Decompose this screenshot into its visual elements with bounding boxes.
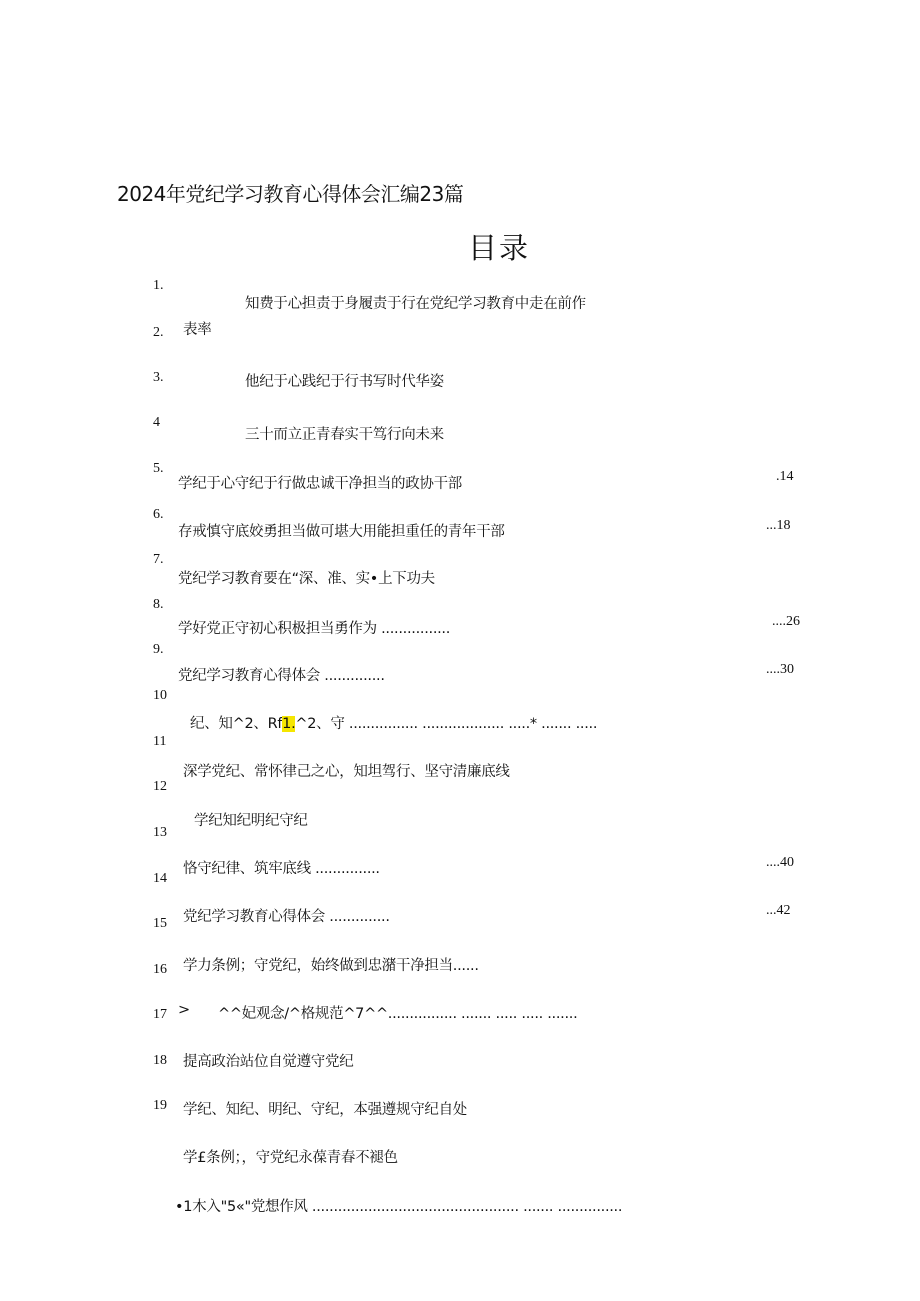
toc-entry (190, 712, 597, 733)
toc-entry: 党纪学习教育心得体会 .............. (183, 909, 390, 925)
toc-number: 2. (153, 325, 164, 340)
toc-page-number: ....26 (772, 614, 800, 629)
toc-entry-prefix: > (178, 1002, 190, 1018)
toc-number: 6. (153, 507, 164, 522)
toc-heading: 目录 (468, 231, 531, 265)
toc-entry: 恪守纪律、筑牢底线 ............... (183, 861, 380, 877)
toc-number: 5. (153, 461, 164, 476)
toc-number: 10 (153, 688, 167, 703)
highlighted-text: 1. (282, 716, 296, 732)
toc-entry-text: ^2、守 ................ ................... .....* ....... ..... (295, 716, 598, 732)
toc-entry: 学好党正守初心积极担当勇作为 ................ (178, 621, 451, 637)
toc-number: 17 (153, 1007, 167, 1022)
document-title: 2024年党纪学习教育心得体会汇编23篇 (117, 182, 464, 206)
toc-number: 12 (153, 779, 167, 794)
toc-number: 11 (153, 734, 167, 749)
toc-page-number: ...42 (766, 903, 791, 918)
toc-number: 13 (153, 825, 167, 840)
toc-page-number: ...18 (766, 518, 791, 533)
toc-number: 1. (153, 278, 164, 293)
toc-entry: 他纪于心践纪于行书写时代华姿 (245, 374, 444, 390)
toc-entry: 表率 (183, 322, 212, 338)
toc-number: 4 (153, 415, 160, 430)
toc-entry: 深学党纪、常怀律己之心，知坦驾行、坚守清廉底线 (183, 764, 510, 780)
toc-number: 14 (153, 871, 167, 886)
toc-number: 3. (153, 370, 164, 385)
toc-entry: 党纪学习教育要在“深、准、实•上下功夫 (178, 571, 435, 587)
toc-entry: ^^妃观念/^格规范^7^^................ ....... ..... ..... ....... (218, 1006, 578, 1022)
toc-number: 7. (153, 552, 164, 567)
toc-entry: 提高政治站位自觉遵守党纪 (183, 1054, 354, 1070)
toc-page-number: ....40 (766, 855, 794, 870)
toc-entry: 党纪学习教育心得体会 .............. (178, 668, 385, 684)
toc-entry-text: 纪、知^2、Rf (190, 716, 283, 732)
toc-entry: 存戒慎守底姣勇担当做可堪大用能担重任的青年干部 (178, 524, 505, 540)
toc-entry: 学纪、知纪、明纪、守纪，本强遵规守纪自处 (183, 1102, 467, 1118)
toc-number: 8. (153, 597, 164, 612)
toc-page-number: ....30 (766, 662, 794, 677)
toc-entry: 知费于心担责于身履责于行在党纪学习教育中走在前作 (245, 296, 586, 312)
toc-page-number: .14 (776, 469, 794, 484)
toc-number: 16 (153, 962, 167, 977)
toc-entry: •1木入"5«"党想作风 ................................................ ....... ............... (175, 1199, 623, 1215)
toc-entry: 学力条例；守党纪，始终做到忠潴干净担当...... (183, 958, 479, 974)
toc-number: 19 (153, 1098, 167, 1113)
toc-number: 18 (153, 1053, 167, 1068)
toc-number: 15 (153, 916, 167, 931)
toc-entry: 学£条例；，守党纪永葆青春不褪色 (183, 1150, 398, 1166)
toc-number: 9. (153, 642, 164, 657)
toc-entry: 学纪于心守纪于行做忠诚干净担当的政协干部 (178, 476, 462, 492)
toc-entry: 三十而立正青春实干笃行向未来 (245, 427, 444, 443)
toc-entry: 学纪知纪明纪守纪 (194, 813, 308, 829)
